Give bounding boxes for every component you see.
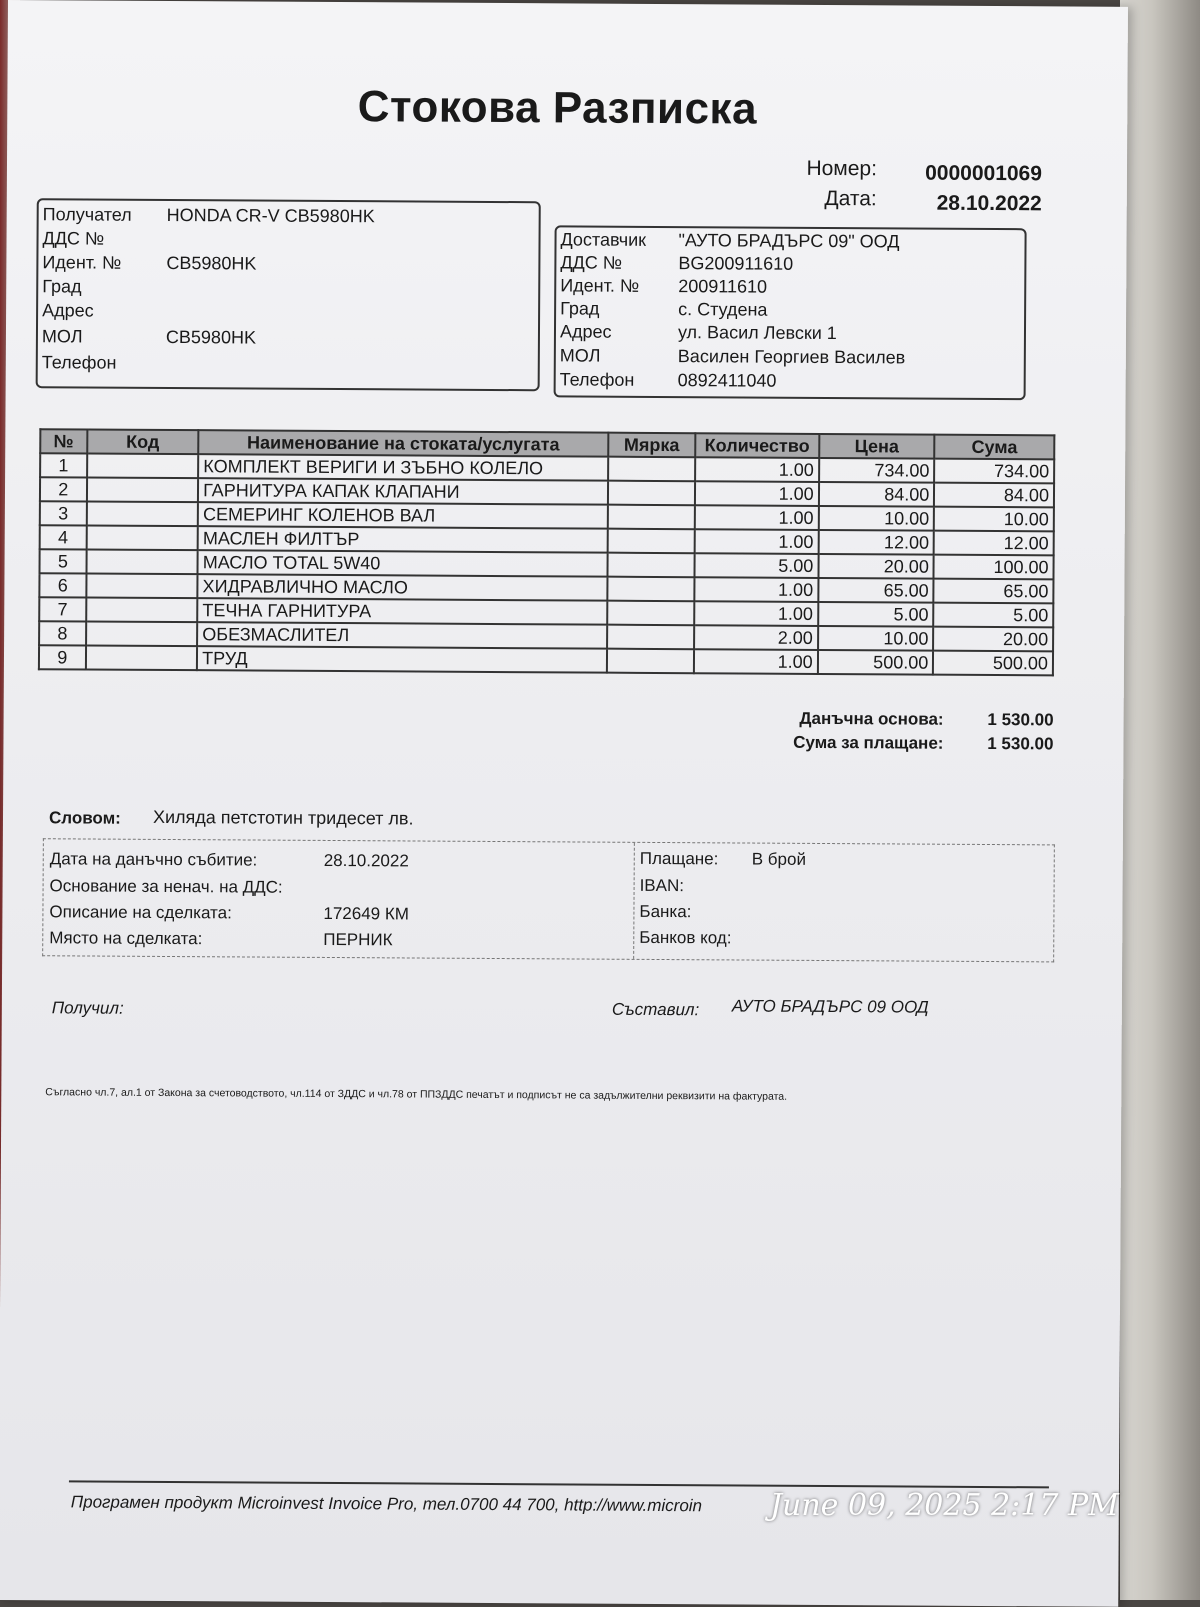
detail-value: ПЕРНИК [323, 929, 393, 950]
recipient-label: Адрес [42, 300, 94, 321]
cell-price: 500.00 [818, 650, 934, 675]
supplier-label: Телефон [559, 369, 635, 390]
amount-due-label: Сума за плащане: [793, 732, 944, 753]
number-label: Номер: [806, 156, 878, 181]
items-table [38, 428, 1055, 676]
received-by-label: Получил: [51, 998, 124, 1018]
column-header: Наименование на стоката/услугата [198, 430, 608, 457]
compiled-by-label: Съставил: [611, 999, 700, 1020]
number-value: 0000001069 [925, 161, 1043, 186]
cell-qty: 1.00 [695, 505, 819, 530]
cell-qty: 1.00 [695, 529, 819, 554]
cell-sum: 12.00 [934, 531, 1054, 556]
cell-name: ТРУД [197, 646, 607, 673]
payment-label: Банка: [639, 901, 692, 922]
compiled-by-value: АУТО БРАДЪРС 09 ООД [731, 996, 929, 1017]
cell-sum: 734.00 [934, 459, 1054, 484]
supplier-value: "АУТО БРАДЪРС 09" ООД [678, 230, 900, 252]
cell-unit [608, 457, 695, 482]
supplier-value: 0892411040 [677, 370, 777, 391]
detail-label: Основание за ненач. на ДДС: [49, 876, 283, 897]
recipient-value: HONDA CR-V CB5980HK [166, 204, 375, 227]
cell-no: 8 [39, 621, 86, 645]
cell-price: 734.00 [819, 458, 935, 483]
cell-sum: 65.00 [934, 579, 1054, 604]
supplier-value: 200911610 [678, 276, 768, 297]
cell-sum: 84.00 [934, 483, 1054, 508]
column-header: Код [87, 429, 199, 454]
cell-price: 84.00 [819, 482, 935, 507]
recipient-label: Град [42, 276, 82, 297]
supplier-label: Адрес [559, 321, 612, 342]
cell-unit [608, 481, 695, 506]
cell-name: МАСЛЕН ФИЛТЪР [198, 526, 608, 553]
cell-unit [607, 625, 694, 650]
details-box [42, 838, 1055, 962]
cell-price: 10.00 [818, 626, 934, 651]
recipient-label: Идент. № [42, 252, 122, 273]
cell-name: ОБЕЗМАСЛИТЕЛ [197, 622, 607, 649]
payment-value: В брой [751, 849, 807, 869]
recipient-label: Получател [42, 204, 132, 225]
cell-no: 9 [39, 645, 86, 669]
cell-sum: 10.00 [934, 507, 1054, 532]
cell-name: КОМПЛЕКТ ВЕРИГИ И ЗЪБНО КОЛЕЛО [198, 454, 608, 481]
cell-price: 5.00 [818, 602, 934, 627]
supplier-label: Град [560, 298, 600, 319]
cell-unit [608, 505, 695, 530]
recipient-box [36, 198, 541, 391]
cell-name: СЕМЕРИНГ КОЛЕНОВ ВАЛ [198, 502, 608, 529]
cell-no: 6 [39, 573, 86, 597]
cell-name: ТЕЧНА ГАРНИТУРА [197, 598, 607, 625]
legal-note: Съгласно чл.7, ал.1 от Закона за счетоводството, чл.114 от ЗДДС и чл.78 от ППЗДДС печатът и подписът не са задължителни реквизити на фактурата. [45, 1086, 788, 1103]
cell-price: 65.00 [818, 578, 934, 603]
cell-no: 7 [39, 597, 86, 621]
recipient-label: Телефон [41, 352, 117, 373]
cell-code [87, 477, 199, 502]
cell-unit [607, 553, 694, 578]
column-header: Мярка [608, 433, 695, 458]
cell-code [86, 549, 198, 574]
column-header: № [40, 429, 87, 453]
document-title: Стокова Разписка [357, 82, 758, 134]
cell-unit [607, 529, 694, 554]
cell-no: 5 [39, 549, 86, 573]
tax-base-label: Данъчна основа: [799, 708, 944, 729]
payment-label: IBAN: [639, 875, 685, 896]
cell-qty: 1.00 [694, 601, 818, 626]
cell-qty: 1.00 [695, 481, 819, 506]
supplier-label: Идент. № [560, 275, 640, 296]
cell-qty: 1.00 [695, 457, 819, 482]
software-footer: Програмен продукт Microinvest Invoice Pro, тел.0700 44 700, http://www.microin [70, 1492, 703, 1516]
supplier-value: BG200911610 [678, 253, 794, 274]
cell-sum: 100.00 [934, 555, 1054, 580]
cell-qty: 2.00 [694, 625, 818, 650]
supplier-label: Доставчик [560, 229, 647, 250]
tax-base-value: 1 530.00 [987, 709, 1054, 730]
cell-code [87, 453, 199, 478]
cell-qty: 1.00 [694, 577, 818, 602]
detail-value: 172649 КМ [323, 903, 409, 924]
detail-value: 28.10.2022 [323, 850, 409, 871]
cell-price: 12.00 [818, 530, 934, 555]
cell-no: 4 [40, 525, 87, 549]
cell-no: 2 [40, 477, 87, 501]
cell-qty: 5.00 [695, 553, 819, 578]
cell-sum: 500.00 [933, 651, 1053, 676]
payment-label: Плащане: [639, 848, 719, 869]
column-header: Сума [935, 435, 1055, 460]
cell-no: 1 [40, 453, 87, 477]
recipient-label: МОЛ [41, 326, 83, 347]
cell-qty: 1.00 [694, 649, 818, 674]
cell-sum: 5.00 [934, 603, 1054, 628]
cell-no: 3 [40, 501, 87, 525]
column-header: Цена [819, 434, 935, 459]
cell-name: ГАРНИТУРА КАПАК КЛАПАНИ [198, 478, 608, 505]
cell-code [86, 525, 198, 550]
cell-price: 10.00 [818, 506, 934, 531]
date-value: 28.10.2022 [936, 191, 1042, 216]
cell-price: 20.00 [818, 554, 934, 579]
details-divider [633, 843, 635, 959]
amount-due-value: 1 530.00 [987, 733, 1054, 754]
supplier-value: ул. Васил Левски 1 [677, 322, 837, 344]
detail-label: Дата на данъчно събитие: [49, 849, 258, 870]
recipient-label: ДДС № [42, 228, 105, 249]
cell-code [86, 573, 198, 598]
cell-code [86, 645, 198, 670]
detail-label: Описание на сделката: [49, 902, 232, 923]
cell-code [86, 597, 198, 622]
cell-code [86, 621, 198, 646]
cell-code [86, 501, 198, 526]
column-header: Количество [695, 433, 819, 458]
table-row [39, 645, 1053, 675]
cell-unit [607, 649, 694, 674]
in-words-label: Словом: [48, 808, 121, 828]
cell-name: ХИДРАВЛИЧНО МАСЛО [198, 574, 608, 601]
cell-unit [607, 601, 694, 626]
detail-label: Място на сделката: [49, 928, 203, 949]
payment-label: Банков код: [639, 927, 732, 948]
cell-sum: 20.00 [933, 627, 1053, 652]
cell-name: МАСЛО TOTAL 5W40 [198, 550, 608, 577]
recipient-value: CB5980HK [165, 326, 257, 348]
cell-unit [607, 577, 694, 602]
recipient-value: CB5980HK [166, 252, 257, 274]
supplier-label: ДДС № [560, 252, 623, 273]
date-label: Дата: [824, 186, 877, 211]
supplier-value: Василен Георгиев Василев [677, 346, 906, 368]
photo-timestamp: June 09, 2025 2:17 PM [770, 1488, 1119, 1523]
supplier-label: МОЛ [559, 345, 601, 366]
in-words-value: Хиляда петстотин тридесет лв. [152, 806, 414, 829]
supplier-box [554, 225, 1027, 400]
background-right [1120, 0, 1200, 1600]
supplier-value: с. Студена [678, 299, 768, 320]
